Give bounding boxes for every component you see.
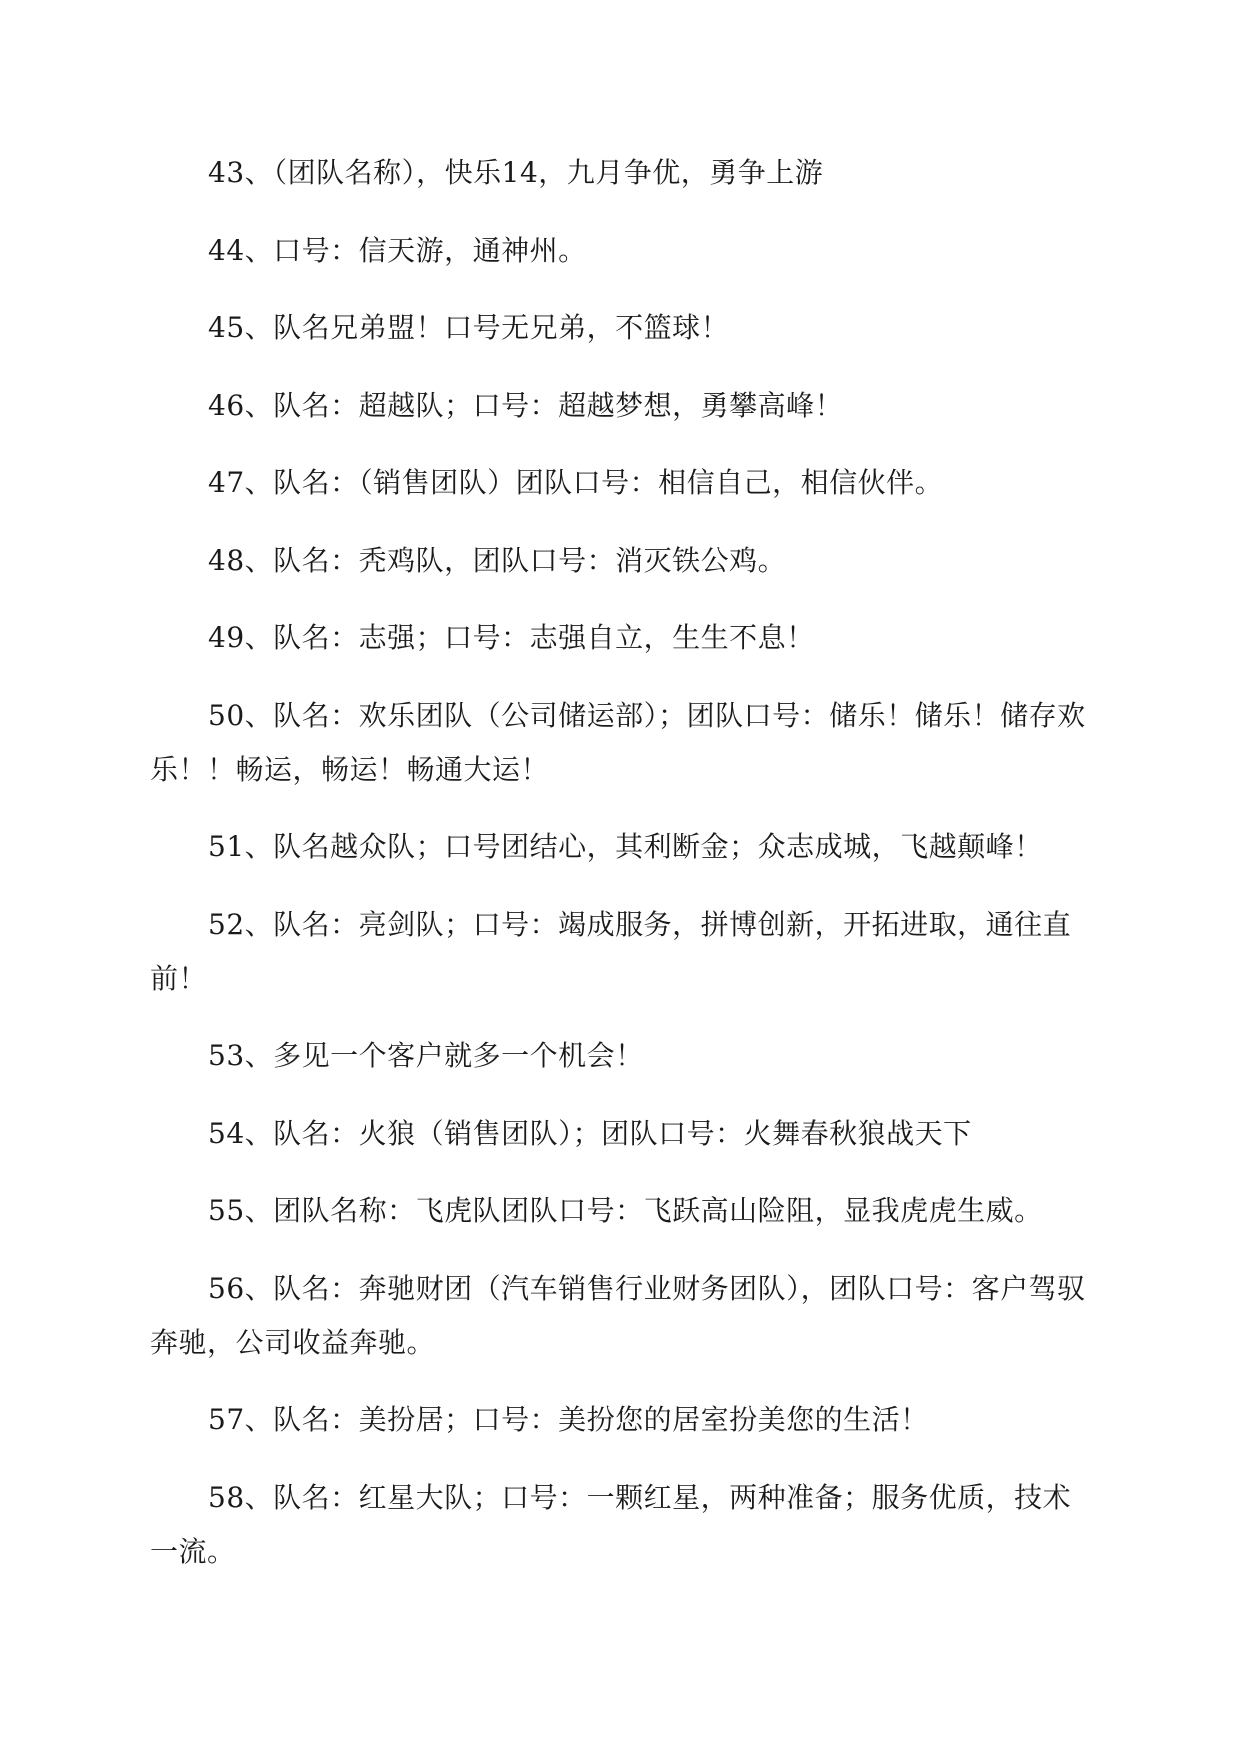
paragraph-49: 49、队名：志强；口号：志强自立，生生不息！	[208, 621, 815, 654]
paragraph-56: 56、队名：奔驰财团（汽车销售行业财务团队），团队口号：客户驾驭奔驰，公司收益奔驰。	[150, 1271, 1086, 1359]
paragraph-45: 45、队名兄弟盟！口号无兄弟，不篮球！	[208, 311, 730, 344]
paragraph-48: 48、队名：秃鸡队，团队口号：消灭铁公鸡。	[208, 543, 787, 577]
paragraph-57: 57、队名：美扮居；口号：美扮您的居室扮美您的生活！	[208, 1403, 929, 1436]
paragraph-44: 44、口号：信天游，通神州。	[208, 233, 587, 267]
paragraph-43: 43、（团队名称），快乐14，九月争优，勇争上游	[208, 156, 824, 189]
paragraph-58: 58、队名：红星大队；口号：一颗红星，两种准备；服务优质，技术一流。	[150, 1480, 1072, 1568]
document-body	[150, 146, 1090, 1602]
paragraph-54: 54、队名：火狼（销售团队）；团队口号：火舞春秋狼战天下	[208, 1116, 972, 1150]
paragraph-46: 46、队名：超越队；口号：超越梦想，勇攀高峰！	[208, 388, 844, 422]
paragraph-47: 47、队名：（销售团队）团队口号：相信自己，相信伙伴。	[208, 466, 944, 499]
paragraph-52: 52、队名：亮剑队；口号：竭成服务，拼博创新，开拓进取，通往直前！	[150, 907, 1072, 995]
paragraph-53: 53、多见一个客户就多一个机会！	[208, 1039, 644, 1072]
paragraph-55: 55、团队名称：飞虎队团队口号：飞跃高山险阻，显我虎虎生威。	[208, 1194, 1043, 1227]
paragraph-50: 50、队名：欢乐团队（公司储运部）；团队口号：储乐！储乐！储存欢乐！！畅运，畅运！畅通大运！	[150, 698, 1086, 786]
paragraph-51: 51、队名越众队；口号团结心，其利断金；众志成城，飞越颠峰！	[208, 830, 1043, 863]
